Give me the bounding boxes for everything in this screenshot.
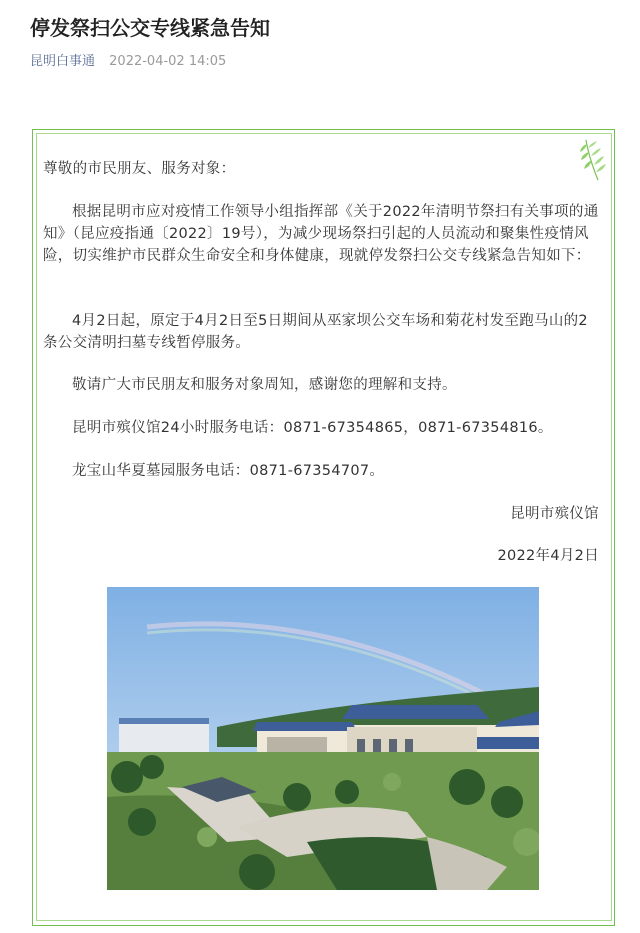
article-title: 停发祭扫公交专线紧急告知: [30, 16, 270, 40]
phone-funeral-home: 昆明市殡仪馆24小时服务电话：0871-67354865，0871-67354816。: [72, 420, 553, 436]
author-link[interactable]: 昆明白事通: [30, 54, 96, 69]
phone-cemetery: 龙宝山华夏墓园服务电话：0871-67354707。: [72, 463, 385, 479]
paragraph-thanks: 敬请广大市民朋友和服务对象周知，感谢您的理解和支持。: [72, 377, 457, 393]
funeral-home-photo: [107, 587, 539, 890]
paragraph-suspension: 4月2日起，原定于4月2日至5日期间从巫家坝公交车场和菊花村发至跑马山的2条公交清明扫墓专线暂停服务。: [43, 313, 588, 351]
paragraph-basis: 根据昆明市应对疫情工作领导小组指挥部《关于2022年清明节祭扫有关事项的通知》（昆应疫指通〔2022〕19号），为减少现场祭扫引起的人员流动和聚集性疫情风险，切实维护市民群众生命安全和身体健康，现就停发祭扫公交专线紧急告知如下：: [43, 204, 599, 264]
notice-date: 2022年4月2日: [497, 548, 599, 564]
greeting: 尊敬的市民朋友、服务对象：: [43, 161, 236, 177]
signature: 昆明市殡仪馆: [510, 506, 599, 522]
article-meta: [30, 52, 226, 72]
publish-time: 2022-04-02 14:05: [109, 54, 227, 69]
